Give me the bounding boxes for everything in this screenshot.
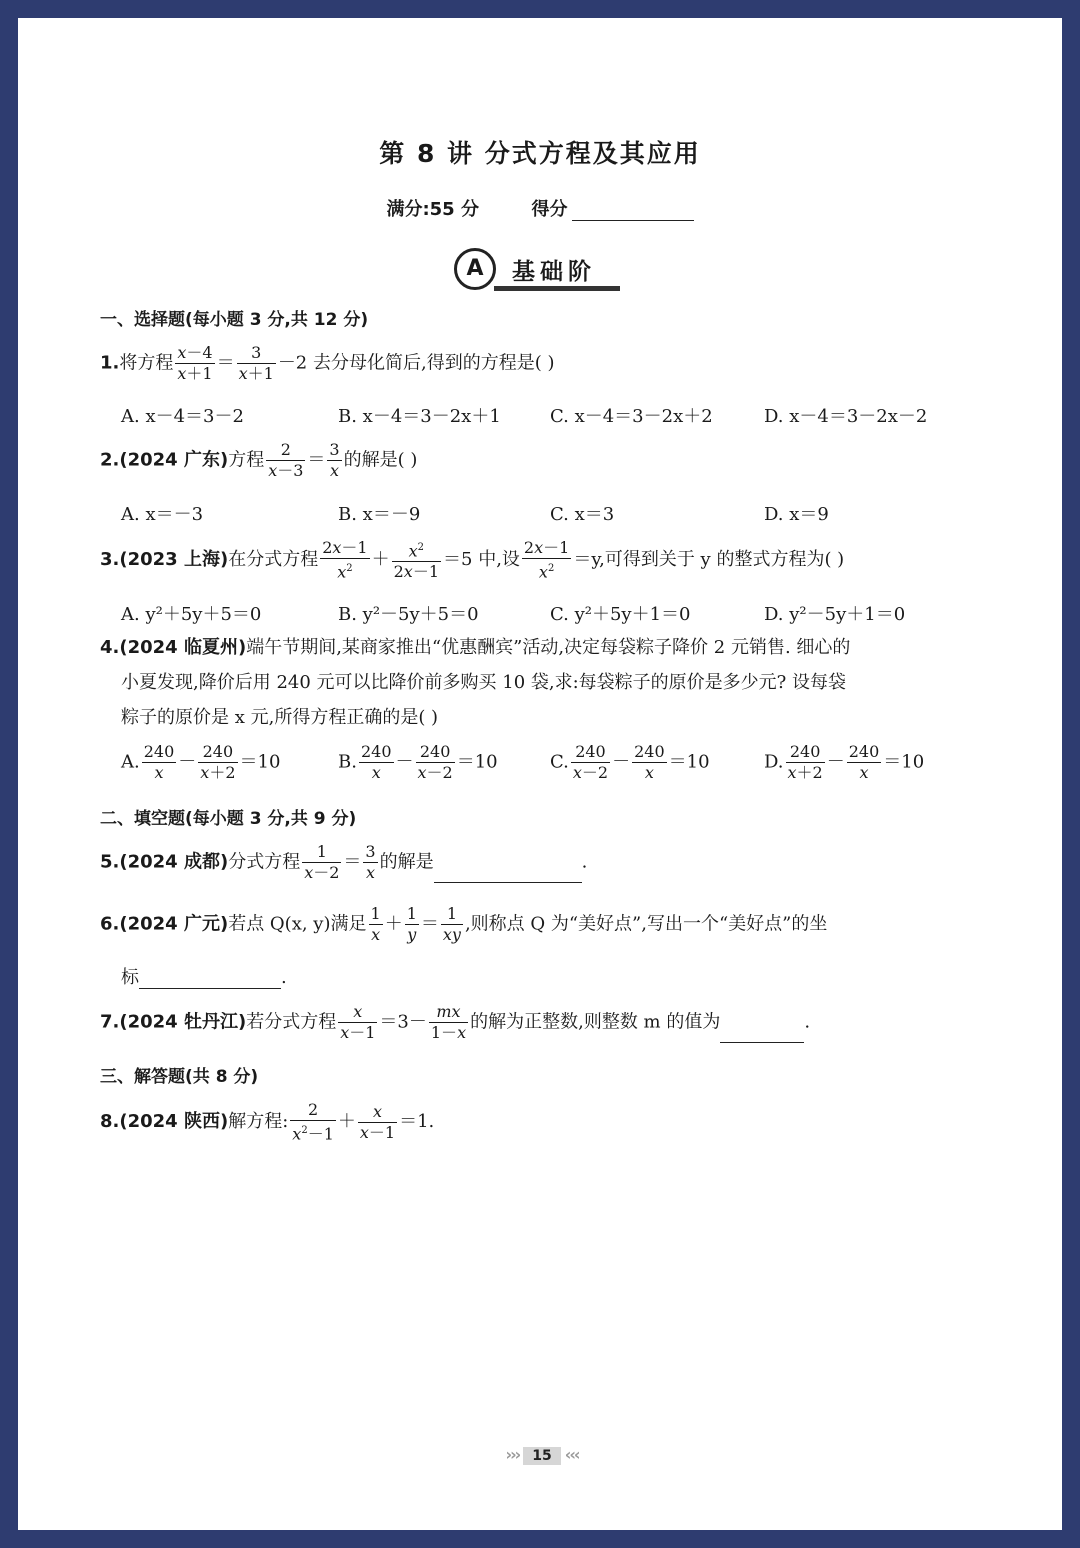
answer-blank[interactable] bbox=[720, 1024, 804, 1043]
answer-blank[interactable] bbox=[139, 970, 281, 989]
question-text: . bbox=[281, 967, 287, 988]
right-arrows-icon: ››› bbox=[505, 1445, 520, 1464]
fraction: $\frac{3}{x}$ bbox=[365, 842, 376, 882]
question-number: 5. bbox=[100, 851, 120, 873]
question-6: 6.(2024 广元)若点 Q(x, y)满足 $\frac{1}{x}$ ＋ $\frac{1}{y}$ ＝ $\frac{1}{xy}$ ,则称点 Q 为“美好点”,写出一个“美好点”的坐 bbox=[100, 904, 828, 944]
question-6-line2 bbox=[121, 963, 287, 989]
question-text: ＝1. bbox=[399, 1111, 435, 1133]
fraction: $\frac{x}{x-1}$ bbox=[359, 1101, 396, 1142]
question-1: 1.将方程 $\frac{x-4}{x+1}$ ＝ $\frac{3}{x+1}$ －2 去分母化简后,得到的方程是( ) bbox=[100, 343, 555, 383]
question-text: 端午节期间,某商家推出“优惠酬宾”活动,决定每袋粽子降价 2 元销售. 细心的 bbox=[246, 637, 851, 658]
option-c: C. x＝3 bbox=[550, 504, 615, 525]
question-text: . bbox=[581, 851, 588, 873]
worksheet-page bbox=[18, 18, 1062, 1530]
fraction: $\frac{2}{x^2-1}$ bbox=[292, 1100, 334, 1144]
fraction: $\frac{mx}{1-x}$ bbox=[430, 1002, 467, 1042]
section-fill: 二、填空题(每小题 3 分,共 9 分) bbox=[100, 809, 357, 829]
question-text: 标 bbox=[121, 967, 139, 988]
question-text: 的解是( ) bbox=[343, 449, 418, 471]
question-2: 2.(2024 广东)方程 $\frac{2}{x-3}$ ＝ $\frac{3}{x}$ 的解是( ) bbox=[100, 440, 418, 480]
question-text: 解方程: bbox=[228, 1111, 289, 1133]
fraction: $\frac{2x-1}{x^2}$ bbox=[322, 538, 368, 582]
question-text: 粽子的原价是 x 元,所得方程正确的是( ) bbox=[121, 707, 439, 728]
question-source: (2024 广东) bbox=[119, 449, 229, 471]
question-7 bbox=[100, 1002, 810, 1043]
option-label: D. bbox=[764, 751, 784, 773]
page-title: 第 8 讲 分式方程及其应用 bbox=[379, 139, 701, 168]
question-text: . bbox=[804, 1011, 811, 1033]
question-text: 若点 Q(x, y)满足 bbox=[228, 913, 367, 935]
full-score: 满分:55 分 bbox=[386, 199, 479, 220]
fraction: $\frac{x}{x-1}$ bbox=[340, 1002, 376, 1042]
question-5: 5.(2024 成都)分式方程 $\frac{1}{x-2}$ ＝ $\frac{3}{x}$ 的解是 . bbox=[100, 842, 588, 882]
fraction: $\frac{240}{x+2}$ bbox=[787, 742, 823, 782]
question-text: ＝5 中,设 bbox=[443, 549, 520, 571]
fraction: $\frac{240}{x-2}$ bbox=[572, 742, 609, 782]
fraction: $\frac{240}{x}$ bbox=[143, 742, 175, 782]
fraction: $\frac{1}{xy}$ bbox=[442, 904, 461, 944]
left-arrows-icon: ‹‹‹ bbox=[564, 1445, 579, 1464]
fraction: $\frac{x-4}{x+1}$ bbox=[177, 343, 213, 383]
question-text: 方程 bbox=[228, 449, 265, 471]
question-source: (2024 广元) bbox=[119, 913, 229, 935]
option-a: A. $\frac{240}{x}$ － $\frac{240}{x+2}$ ＝10 bbox=[121, 742, 281, 782]
question-number: 7. bbox=[100, 1011, 120, 1033]
score-label: 得分 bbox=[531, 199, 568, 220]
badge-underline bbox=[494, 286, 620, 291]
option-d: D. y²－5y＋1＝0 bbox=[764, 604, 906, 625]
option-a: A. y²＋5y＋5＝0 bbox=[121, 604, 262, 625]
question-text: ,则称点 Q 为“美好点”,写出一个“美好点”的坐 bbox=[464, 913, 828, 935]
option-b: B. y²－5y＋5＝0 bbox=[338, 604, 479, 625]
option-b: B. x－4＝3－2x＋1 bbox=[338, 406, 501, 427]
question-source: (2024 陕西) bbox=[119, 1111, 229, 1133]
fraction: $\frac{1}{y}$ bbox=[406, 904, 417, 944]
score-line bbox=[18, 195, 1062, 221]
question-text: 分式方程 bbox=[228, 851, 301, 873]
option-d: D. $\frac{240}{x+2}$ － $\frac{240}{x}$ ＝10 bbox=[764, 742, 925, 782]
question-number: 8. bbox=[100, 1111, 120, 1133]
option-label: A. bbox=[121, 751, 140, 773]
option-c: C. $\frac{240}{x-2}$ － $\frac{240}{x}$ ＝10 bbox=[550, 742, 710, 782]
question-4 bbox=[100, 630, 990, 735]
question-text: ＝y,可得到关于 y 的整式方程为( ) bbox=[573, 549, 845, 571]
option-a: A. x＝－3 bbox=[121, 504, 204, 525]
question-text: 将方程 bbox=[119, 352, 174, 374]
fraction: $\frac{1}{x-2}$ bbox=[304, 842, 340, 882]
question-8: 8.(2024 陕西)解方程: $\frac{2}{x^2-1}$ ＋ $\frac{x}{x-1}$ ＝1. bbox=[100, 1100, 435, 1144]
fraction: $\frac{240}{x}$ bbox=[634, 742, 665, 782]
option-a: A. x－4＝3－2 bbox=[121, 406, 244, 427]
fraction: $\frac{3}{x+1}$ bbox=[238, 343, 274, 383]
fraction: $\frac{3}{x}$ bbox=[329, 440, 340, 480]
option-label: B. bbox=[338, 751, 357, 773]
section-answer: 三、解答题(共 8 分) bbox=[100, 1067, 259, 1087]
fraction: $\frac{240}{x+2}$ bbox=[200, 742, 236, 782]
question-number: 4. bbox=[100, 637, 120, 658]
question-source: (2024 牡丹江) bbox=[119, 1011, 247, 1033]
option-d: D. x－4＝3－2x－2 bbox=[764, 406, 928, 427]
question-source: (2023 上海) bbox=[119, 549, 229, 571]
question-source: (2024 临夏州) bbox=[119, 637, 247, 658]
question-text: 若分式方程 bbox=[246, 1011, 337, 1033]
fraction: $\frac{240}{x}$ bbox=[360, 742, 392, 782]
level-badge-text: 基础阶 bbox=[512, 259, 596, 285]
section-choice: 一、选择题(每小题 3 分,共 12 分) bbox=[100, 310, 369, 330]
fraction: $\frac{x^2}{2x-1}$ bbox=[393, 541, 440, 582]
question-text: 的解为正整数,则整数 m 的值为 bbox=[470, 1011, 721, 1033]
fraction: $\frac{240}{x}$ bbox=[848, 742, 880, 782]
question-number: 1. bbox=[100, 352, 120, 374]
answer-blank[interactable] bbox=[434, 864, 582, 883]
option-c: C. y²＋5y＋1＝0 bbox=[550, 604, 691, 625]
question-text: 的解是 bbox=[379, 851, 434, 873]
fraction: $\frac{1}{x}$ bbox=[370, 904, 381, 944]
option-label: C. bbox=[550, 751, 569, 773]
question-text: 去分母化简后,得到的方程是( ) bbox=[313, 352, 555, 374]
fraction: $\frac{2x-1}{x^2}$ bbox=[523, 538, 570, 582]
option-b: B. $\frac{240}{x}$ － $\frac{240}{x-2}$ ＝10 bbox=[338, 742, 498, 782]
question-number: 3. bbox=[100, 549, 120, 571]
question-text: 在分式方程 bbox=[228, 549, 319, 571]
level-badge-icon: A bbox=[454, 248, 496, 290]
question-3: 3.(2023 上海)在分式方程 $\frac{2x-1}{x^2}$ ＋ $\frac{x^2}{2x-1}$ ＝5 中,设 $\frac{2x-1}{x^2}$ ＝y,可得到关于 y 的整式方程为( ) bbox=[100, 538, 845, 582]
score-blank bbox=[572, 202, 694, 221]
option-b: B. x＝－9 bbox=[338, 504, 421, 525]
question-text: ＝3－ bbox=[379, 1011, 427, 1033]
option-d: D. x＝9 bbox=[764, 504, 829, 525]
fraction: $\frac{2}{x-3}$ bbox=[268, 440, 304, 480]
question-number: 6. bbox=[100, 913, 120, 935]
page-footer bbox=[482, 1445, 602, 1471]
question-number: 2. bbox=[100, 449, 120, 471]
question-text: 小夏发现,降价后用 240 元可以比降价前多购买 10 袋,求:每袋粽子的原价是多少元? 设每袋 bbox=[121, 672, 847, 693]
question-source: (2024 成都) bbox=[119, 851, 229, 873]
fraction: $\frac{240}{x-2}$ bbox=[417, 742, 453, 782]
page-number: 15 bbox=[523, 1447, 560, 1465]
option-c: C. x－4＝3－2x＋2 bbox=[550, 406, 713, 427]
